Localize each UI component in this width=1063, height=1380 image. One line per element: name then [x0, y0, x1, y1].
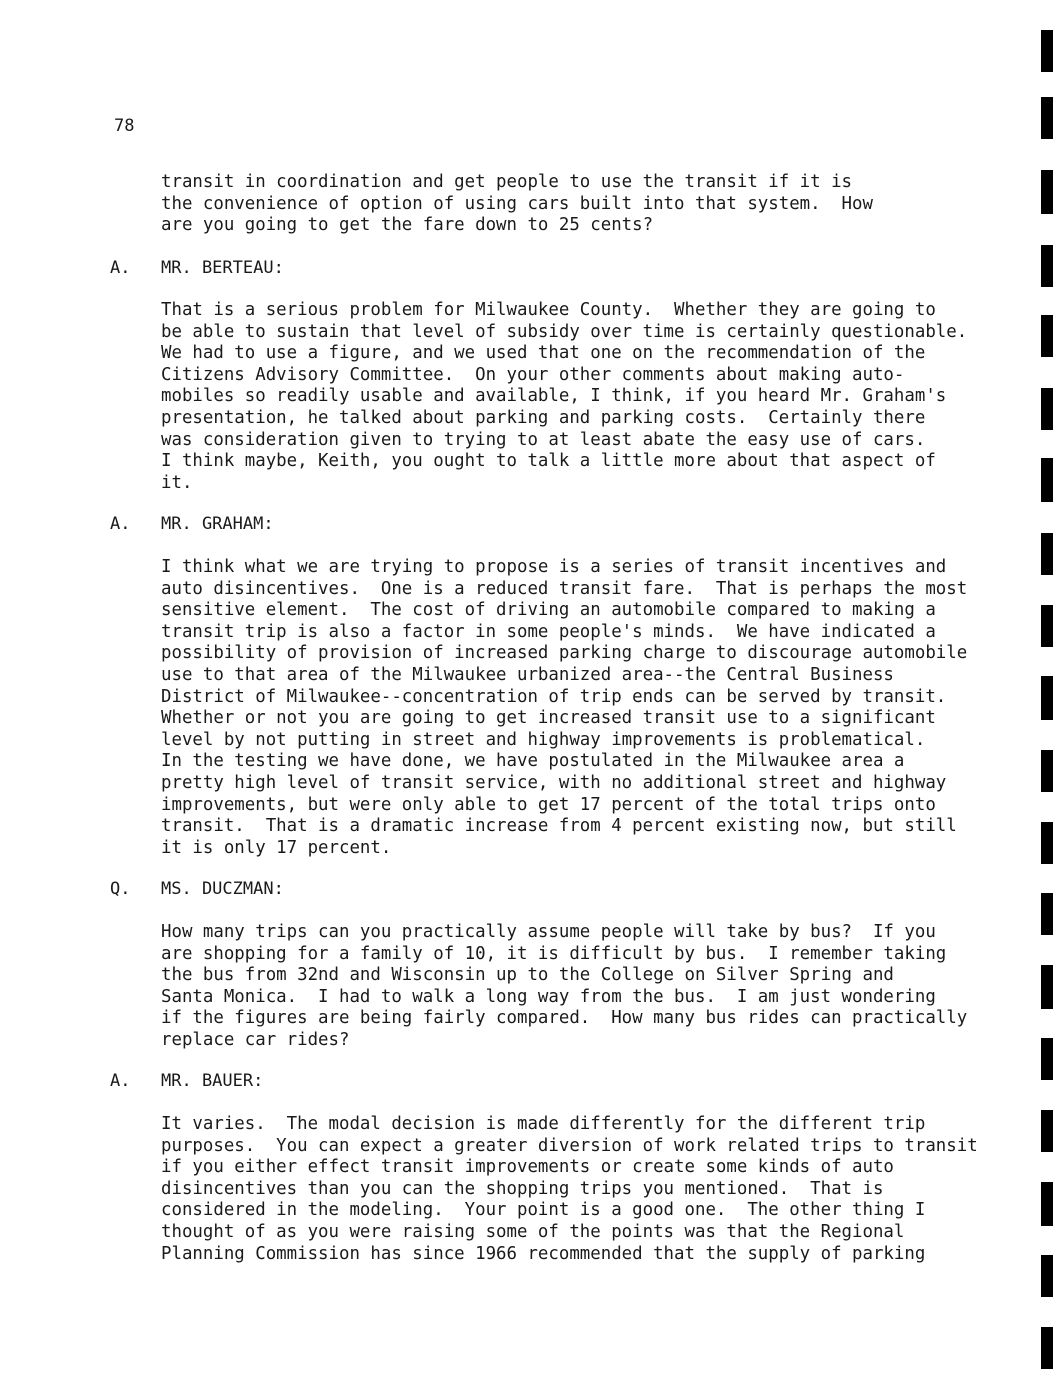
- text-line: pretty high level of transit service, with no additional street and highway: [161, 772, 947, 793]
- text-line: purposes. You can expect a greater diversion of work related trips to transit: [161, 1135, 978, 1156]
- text-line: Planning Commission has since 1966 recommended that the supply of parking: [161, 1243, 926, 1264]
- text-line: I think maybe, Keith, you ought to talk a little more about that aspect of: [161, 451, 936, 472]
- speaker-name: MS. DUCZMAN:: [161, 879, 284, 899]
- text-line: if you either effect transit improvements or create some kinds of auto: [161, 1157, 894, 1178]
- text-line: How many trips can you practically assume people will take by bus? If you: [161, 922, 936, 942]
- scan-mark: [1041, 605, 1053, 647]
- scan-mark: [1041, 750, 1053, 792]
- scan-mark: [1041, 1110, 1053, 1152]
- text-line: transit in coordination and get people to use the transit if it is: [161, 172, 853, 192]
- text-line: if the figures are being fairly compared. How many bus rides can practically: [161, 1008, 968, 1029]
- scan-mark: [1041, 388, 1053, 430]
- scan-mark: [1041, 170, 1053, 214]
- text-line: sensitive element. The cost of driving an automobile compared to making a: [161, 600, 936, 621]
- text-line: it is only 17 percent.: [161, 837, 392, 858]
- scan-mark: [1041, 676, 1053, 720]
- text-line: We had to use a figure, and we used that one on the recommendation of the: [161, 343, 926, 364]
- text-line: be able to sustain that level of subsidy over time is certainly questionable.: [161, 321, 968, 342]
- text-line: District of Milwaukee--concentration of trip ends can be served by transit.: [161, 686, 947, 707]
- text-line: level by not putting in street and highway improvements is problematical.: [161, 729, 926, 750]
- scan-mark: [1041, 97, 1053, 139]
- paragraph-bauer: [161, 1114, 1001, 1265]
- text-line: mobiles so readily usable and available, I think, if you heard Mr. Graham's: [161, 386, 947, 407]
- scan-mark: [1041, 533, 1053, 575]
- paragraph-duczman: [161, 922, 1001, 1052]
- speaker-tag: Q.: [110, 879, 131, 899]
- text-line: thought of as you were raising some of the points was that the Regional: [161, 1221, 905, 1242]
- paragraph-graham: [161, 557, 1001, 859]
- text-line: are shopping for a family of 10, it is difficult by bus. I remember taking: [161, 943, 947, 964]
- speaker-name: MR. BERTEAU:: [161, 258, 284, 278]
- speaker-tag: A.: [110, 514, 131, 534]
- paragraph-question-continued: [161, 172, 1001, 237]
- paragraph-berteau: [161, 300, 1001, 494]
- text-line: presentation, he talked about parking and parking costs. Certainly there: [161, 407, 926, 428]
- text-line: That is a serious problem for Milwaukee County. Whether they are going to: [161, 300, 936, 320]
- text-line: replace car rides?: [161, 1029, 350, 1050]
- text-line: disincentives than you can the shopping trips you mentioned. That is: [161, 1178, 884, 1199]
- text-line: Citizens Advisory Committee. On your other comments about making auto-: [161, 364, 905, 385]
- scan-mark: [1041, 1327, 1053, 1369]
- text-line: transit. That is a dramatic increase from 4 percent existing now, but still: [161, 816, 957, 837]
- scan-mark: [1041, 315, 1053, 357]
- scan-mark: [1041, 1038, 1053, 1080]
- text-line: use to that area of the Milwaukee urbanized area--the Central Business: [161, 664, 894, 685]
- text-line: the convenience of option of using cars built into that system. How: [161, 193, 873, 214]
- scan-mark: [1041, 822, 1053, 864]
- scan-mark: [1041, 965, 1053, 1009]
- scan-mark: [1041, 30, 1053, 72]
- text-line: it.: [161, 472, 193, 493]
- speaker-tag: A.: [110, 258, 131, 278]
- text-line: It varies. The modal decision is made differently for the different trip: [161, 1114, 926, 1134]
- page-number: 78: [114, 116, 135, 136]
- speaker-name: MR. BAUER:: [161, 1071, 264, 1091]
- text-line: possibility of provision of increased parking charge to discourage automobile: [161, 643, 968, 664]
- scan-mark: [1041, 245, 1053, 287]
- text-line: the bus from 32nd and Wisconsin up to the College on Silver Spring and: [161, 965, 894, 986]
- text-line: I think what we are trying to propose is a series of transit incentives and: [161, 557, 947, 577]
- text-line: auto disincentives. One is a reduced transit fare. That is perhaps the most: [161, 578, 968, 599]
- text-line: improvements, but were only able to get 17 percent of the total trips onto: [161, 794, 936, 815]
- scan-mark: [1041, 458, 1053, 502]
- scan-mark: [1041, 893, 1053, 935]
- text-line: Whether or not you are going to get increased transit use to a significant: [161, 708, 936, 729]
- text-line: was consideration given to trying to at least abate the easy use of cars.: [161, 429, 926, 450]
- speaker-name: MR. GRAHAM:: [161, 514, 274, 534]
- speaker-tag: A.: [110, 1071, 131, 1091]
- scan-mark: [1041, 1255, 1053, 1297]
- scan-mark: [1041, 1182, 1053, 1226]
- text-line: are you going to get the fare down to 25 cents?: [161, 215, 654, 236]
- text-line: transit trip is also a factor in some people's minds. We have indicated a: [161, 621, 936, 642]
- text-line: considered in the modeling. Your point is a good one. The other thing I: [161, 1200, 926, 1221]
- text-line: In the testing we have done, we have postulated in the Milwaukee area a: [161, 751, 905, 772]
- text-line: Santa Monica. I had to walk a long way from the bus. I am just wondering: [161, 986, 936, 1007]
